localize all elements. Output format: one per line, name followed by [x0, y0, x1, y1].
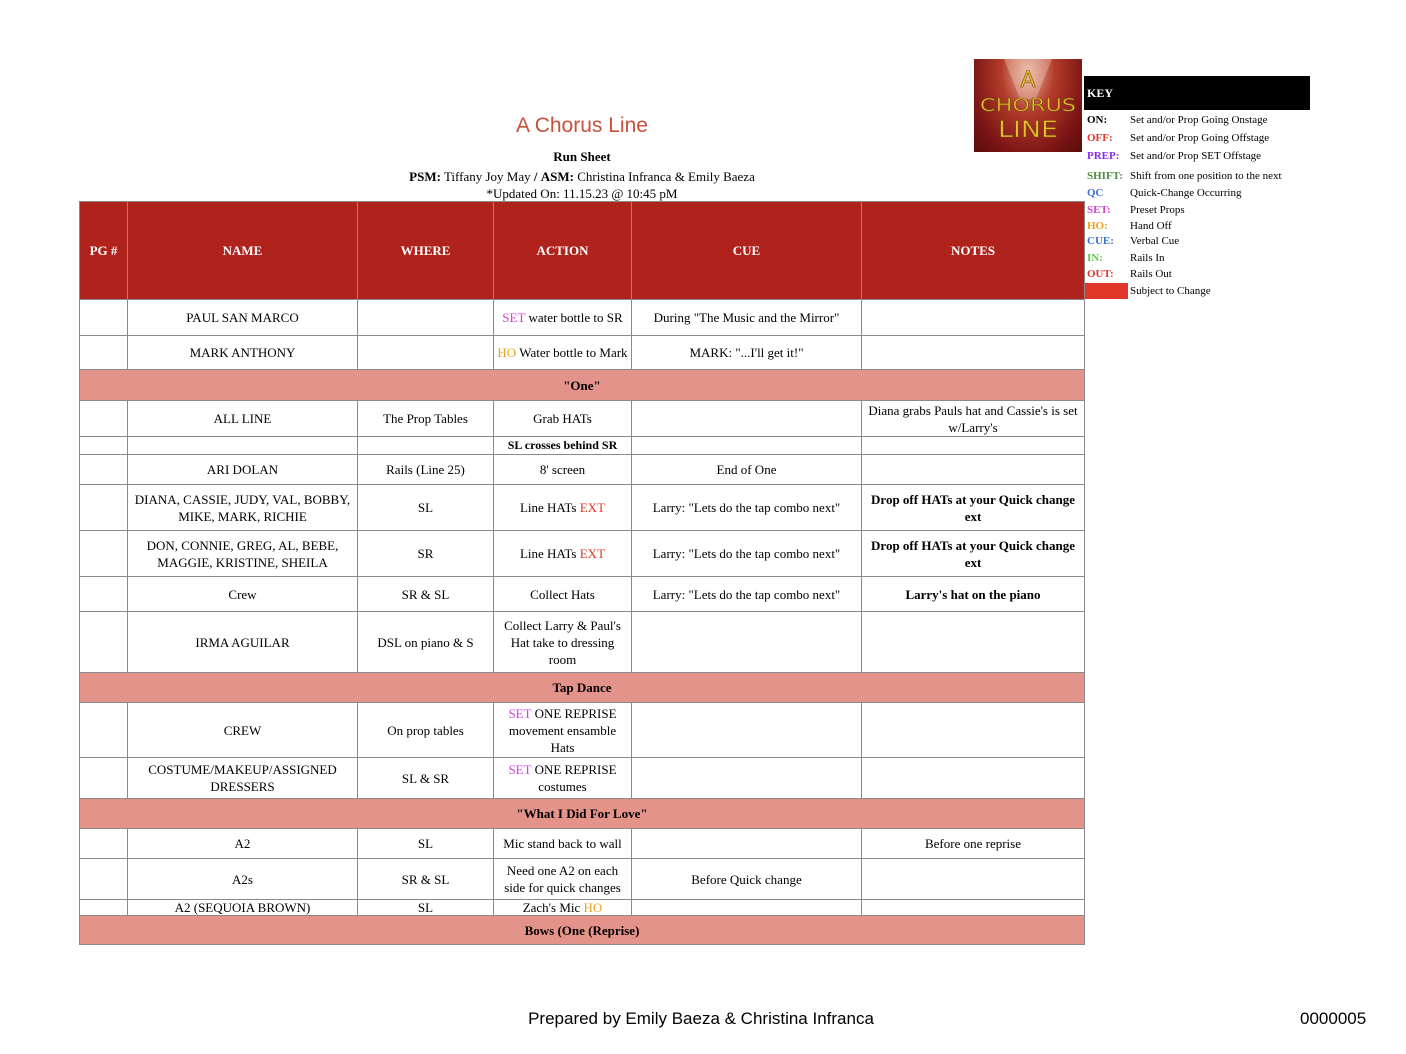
key-code: OFF: [1087, 132, 1113, 144]
cell-where: SR & SL [358, 577, 494, 612]
table-header-row [80, 202, 1085, 300]
cell-action: SL crosses behind SR [494, 437, 632, 455]
cell-where [358, 300, 494, 336]
set-tag: SET [508, 705, 532, 721]
cell-action: Grab HATs [494, 401, 632, 437]
cell-name: Crew [128, 577, 358, 612]
table-row [80, 455, 1085, 485]
cell-notes [862, 703, 1085, 758]
section-title: Tap Dance [80, 673, 1085, 703]
cell-name: DON, CONNIE, GREG, AL, BEBE, MAGGIE, KRISTINE, SHEILA [128, 531, 358, 577]
cell-action: HO Water bottle to Mark [494, 336, 632, 370]
cell-action: Need one A2 on each side for quick changes [494, 859, 632, 900]
key-description: Rails In [1130, 252, 1165, 264]
cell-name: COSTUME/MAKEUP/ASSIGNED DRESSERS [128, 758, 358, 799]
cell-where: The Prop Tables [358, 401, 494, 437]
cell-notes [862, 455, 1085, 485]
section-row [80, 370, 1085, 401]
key-code: QC [1087, 187, 1104, 199]
cell-where: Rails (Line 25) [358, 455, 494, 485]
cell-where: SL & SR [358, 758, 494, 799]
subject-to-change-swatch [1084, 283, 1128, 299]
cell-where [358, 336, 494, 370]
table-row [80, 577, 1085, 612]
key-description: Hand Off [1130, 220, 1172, 232]
cell-cue [632, 401, 862, 437]
asm-label: ASM: [540, 169, 574, 184]
cell-name: A2 (SEQUOIA BROWN) [128, 900, 358, 916]
section-title: "One" [80, 370, 1085, 401]
cell-notes: Larry's hat on the piano [862, 577, 1085, 612]
section-title: Bows (One (Reprise) [80, 916, 1085, 945]
cell-where: SR [358, 531, 494, 577]
key-code: PREP: [1087, 150, 1120, 162]
cell-action: Line HATs EXT [494, 485, 632, 531]
cell-where: On prop tables [358, 703, 494, 758]
cell-action: Line HATs EXT [494, 531, 632, 577]
cell-action: Collect Hats [494, 577, 632, 612]
page-number: 0000005 [1300, 1009, 1367, 1028]
key-code: SET: [1087, 204, 1111, 216]
table-row [80, 900, 1085, 916]
cell-cue: End of One [632, 455, 862, 485]
cell-action: Mic stand back to wall [494, 829, 632, 859]
key-description: Quick-Change Occurring [1130, 187, 1242, 199]
key-title: KEY [1084, 76, 1310, 110]
table-row [80, 300, 1085, 336]
cell-notes [862, 612, 1085, 673]
cell-action: SET ONE REPRISE costumes [494, 758, 632, 799]
cell-notes [862, 758, 1085, 799]
cell-name: ALL LINE [128, 401, 358, 437]
ext-tag: EXT [579, 546, 606, 561]
updated-timestamp: *Updated On: 11.15.23 @ 10:45 pM [486, 186, 678, 201]
legend-key [1084, 76, 1310, 297]
key-description: Shift from one position to the next [1130, 170, 1282, 182]
key-code: ON: [1087, 114, 1108, 126]
col-header-where: WHERE [358, 202, 494, 300]
cell-notes: Drop off HATs at your Quick change ext [862, 531, 1085, 577]
prepared-by-footer: Prepared by Emily Baeza & Christina Infranca [528, 1009, 874, 1028]
table-row [80, 612, 1085, 673]
cell-cue [632, 829, 862, 859]
cell-cue: Larry: "Lets do the tap combo next" [632, 577, 862, 612]
section-title: "What I Did For Love" [80, 799, 1085, 829]
cell-cue [632, 900, 862, 916]
set-tag: SET [502, 310, 526, 325]
key-code: SHIFT: [1087, 170, 1123, 182]
col-header-name: NAME [128, 202, 358, 300]
table-row [80, 401, 1085, 437]
cell-action: Collect Larry & Paul's Hat take to dressing room [494, 612, 632, 673]
key-description: Set and/or Prop Going Onstage [1130, 114, 1268, 126]
cell-notes [862, 300, 1085, 336]
col-header-action: ACTION [494, 202, 632, 300]
cell-name: IRMA AGUILAR [128, 612, 358, 673]
col-header-pg: PG # [80, 202, 128, 300]
table-row [80, 437, 1085, 455]
ho-tag: HO [497, 345, 517, 360]
cell-name: A2s [128, 859, 358, 900]
cell-action: SET ONE REPRISE movement ensamble Hats [494, 703, 632, 758]
run-sheet-table [79, 201, 1085, 945]
chorus-line-logo [974, 59, 1082, 152]
psm-label: PSM: [409, 169, 441, 184]
key-description: Subject to Change [1130, 285, 1211, 297]
section-row [80, 673, 1085, 703]
cell-name: PAUL SAN MARCO [128, 300, 358, 336]
key-code: CUE: [1087, 235, 1114, 247]
page-title: A Chorus Line [516, 114, 648, 137]
cell-cue: MARK: "...I'll get it!" [632, 336, 862, 370]
key-code: OUT: [1087, 268, 1114, 280]
table-row [80, 859, 1085, 900]
key-description: Set and/or Prop SET Offstage [1130, 150, 1261, 162]
cell-notes [862, 900, 1085, 916]
cell-name: MARK ANTHONY [128, 336, 358, 370]
cell-cue: During "The Music and the Mirror" [632, 300, 862, 336]
cell-cue: Before Quick change [632, 859, 862, 900]
svg-text:A: A [1020, 68, 1036, 93]
key-description: Rails Out [1130, 268, 1172, 280]
col-header-notes: NOTES [862, 202, 1085, 300]
cell-where: SL [358, 829, 494, 859]
set-tag: SET [508, 762, 532, 777]
cell-notes: Drop off HATs at your Quick change ext [862, 485, 1085, 531]
cell-notes: Diana grabs Pauls hat and Cassie's is set w/Larry's [862, 401, 1085, 437]
cell-cue: Larry: "Lets do the tap combo next" [632, 531, 862, 577]
cell-name: CREW [128, 703, 358, 758]
cell-notes: Before one reprise [862, 829, 1085, 859]
key-description: Verbal Cue [1130, 235, 1180, 247]
table-row [80, 485, 1085, 531]
cell-where: DSL on piano & S [358, 612, 494, 673]
page-subtitle: Run Sheet [553, 149, 611, 164]
cell-cue [632, 703, 862, 758]
cell-notes [862, 859, 1085, 900]
key-code: IN: [1087, 252, 1103, 264]
key-description: Preset Props [1130, 204, 1185, 216]
cell-action: 8' screen [494, 455, 632, 485]
cell-name: DIANA, CASSIE, JUDY, VAL, BOBBY, MIKE, MARK, RICHIE [128, 485, 358, 531]
table-row [80, 829, 1085, 859]
key-code: HO: [1087, 220, 1108, 232]
table-row [80, 758, 1085, 799]
svg-text:CHORUS: CHORUS [980, 95, 1076, 116]
cell-name: A2 [128, 829, 358, 859]
cell-where: SL [358, 900, 494, 916]
asm-names: Christina Infranca & Emily Baeza [577, 169, 755, 184]
section-row [80, 916, 1085, 945]
col-header-cue: CUE [632, 202, 862, 300]
psm-asm-line: PSM: Tiffany Joy May / ASM: Christina Infranca & Emily Baeza [409, 169, 755, 184]
svg-text:LINE: LINE [998, 118, 1058, 143]
table-row [80, 531, 1085, 577]
cell-cue: Larry: "Lets do the tap combo next" [632, 485, 862, 531]
psm-name: Tiffany Joy May [443, 169, 531, 184]
cell-cue [632, 758, 862, 799]
section-row [80, 799, 1085, 829]
ho-tag: HO [583, 899, 603, 915]
cell-action: SET water bottle to SR [494, 300, 632, 336]
table-row [80, 703, 1085, 758]
ext-tag: EXT [579, 500, 606, 515]
cell-notes [862, 336, 1085, 370]
cell-where: SR & SL [358, 859, 494, 900]
key-description: Set and/or Prop Going Offstage [1130, 132, 1270, 144]
cell-action: Zach's Mic HO [494, 900, 632, 916]
cell-name: ARI DOLAN [128, 455, 358, 485]
cell-where: SL [358, 485, 494, 531]
cell-cue [632, 612, 862, 673]
table-row [80, 336, 1085, 370]
